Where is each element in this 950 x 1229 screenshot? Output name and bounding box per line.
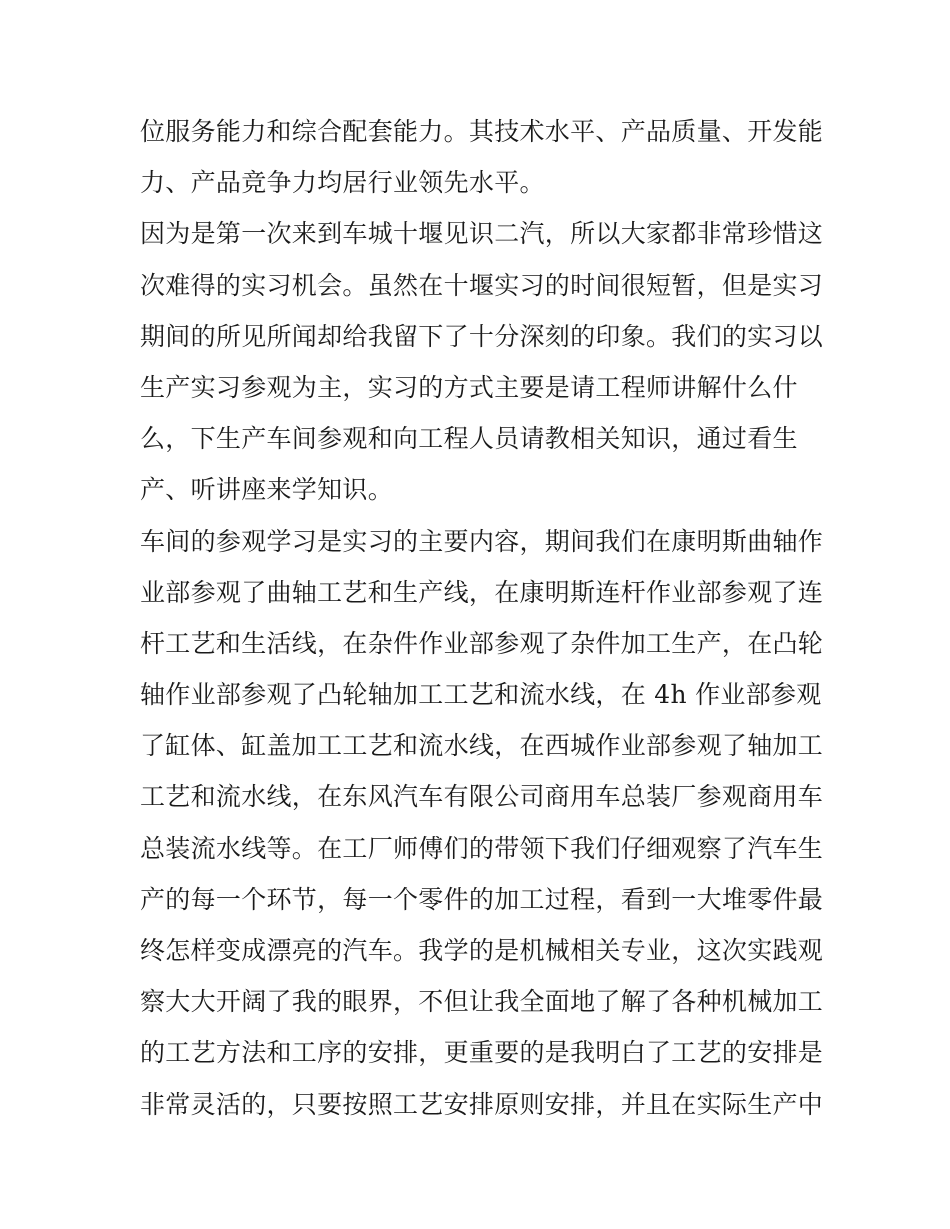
text-line: 业部参观了曲轴工艺和生产线，在康明斯连杆作业部参观了连 <box>140 577 824 607</box>
text-line: 次难得的实习机会。虽然在十堰实习的时间很短暂，但是实习 <box>140 270 824 300</box>
text-line: 总装流水线等。在工厂师傅们的带领下我们仔细观察了汽车生 <box>140 833 824 863</box>
body-text <box>140 106 824 1130</box>
text-line: 的工艺方法和工序的安排，更重要的是我明白了工艺的安排是 <box>140 1038 824 1068</box>
text-line: 察大大开阔了我的眼界，不但让我全面地了解了各种机械加工 <box>140 987 824 1017</box>
text-line: 终怎样变成漂亮的汽车。我学的是机械相关专业，这次实践观 <box>140 936 824 965</box>
text-line: 力、产品竞争力均居行业领先水平。 <box>140 168 545 198</box>
text-line: 工艺和流水线，在东风汽车有限公司商用车总装厂参观商用车 <box>140 782 824 812</box>
text-line: 期间的所见所闻却给我留下了十分深刻的印象。我们的实习以 <box>140 321 824 351</box>
text-line: 轴作业部参观了凸轮轴加工工艺和流水线，在 4h 作业部参观 <box>140 680 822 710</box>
text-line: 杆工艺和生活线，在杂件作业部参观了杂件加工生产，在凸轮 <box>140 628 824 658</box>
text-line: 产、听讲座来学知识。 <box>140 475 394 505</box>
text-line: 么，下生产车间参观和向工程人员请教相关知识，通过看生 <box>140 424 798 454</box>
text-line: 非常灵活的，只要按照工艺安排原则安排，并且在实际生产中 <box>140 1089 824 1119</box>
text-line: 产的每一个环节，每一个零件的加工过程，看到一大堆零件最 <box>140 884 824 914</box>
text-line: 生产实习参观为主，实习的方式主要是请工程师讲解什么什 <box>140 372 798 402</box>
text-line: 因为是第一次来到车城十堰见识二汽，所以大家都非常珍惜这 <box>140 219 824 249</box>
text-line: 车间的参观学习是实习的主要内容，期间我们在康明斯曲轴作 <box>140 526 824 556</box>
text-line: 位服务能力和综合配套能力。其技术水平、产品质量、开发能 <box>140 117 824 146</box>
text-line: 了缸体、缸盖加工工艺和流水线，在西城作业部参观了轴加工 <box>140 731 824 761</box>
